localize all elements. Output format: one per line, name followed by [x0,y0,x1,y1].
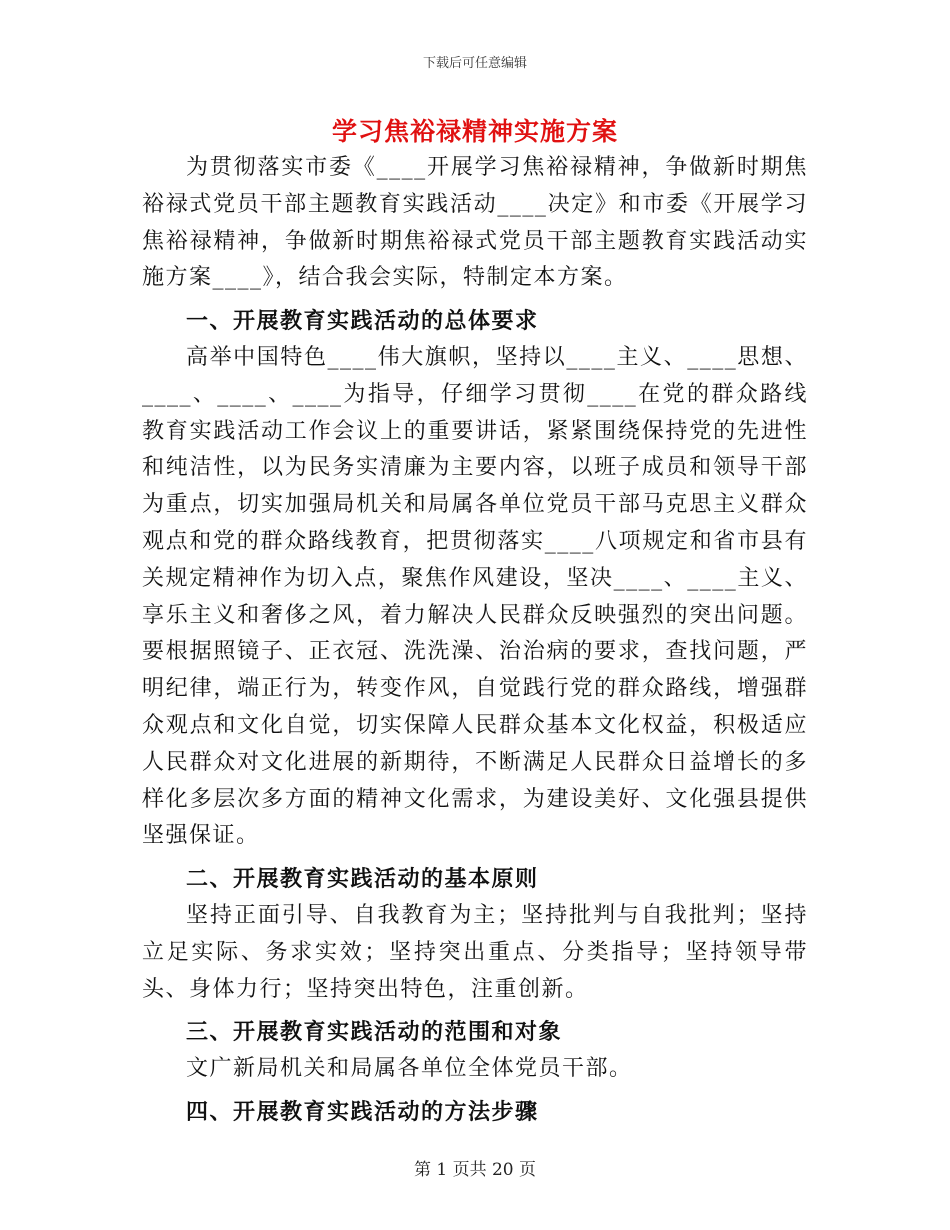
section-4-heading: 四、开展教育实践活动的方法步骤 [186,1098,539,1125]
document-title: 学习焦裕禄精神实施方案 [331,117,618,146]
section-2-body: 坚持正面引导、自我教育为主；坚持批判与自我批判；坚持立足实际、务求实效；坚持突出重点、分类指导；坚持领导带头、身体力行；坚持突出特色，注重创新。 [142,902,808,1002]
section-2-heading: 二、开展教育实践活动的基本原则 [186,866,539,893]
section-1-heading: 一、开展教育实践活动的总体要求 [186,308,539,335]
document-body [142,150,808,1131]
section-3-body: 文广新局机关和局属各单位全体党员干部。 [186,1056,633,1082]
intro-paragraph: 为贯彻落实市委《____开展学习焦裕禄精神，争做新时期焦裕禄式党员干部主题教育实践活动____决定》和市委《开展学习焦裕禄精神，争做新时期焦裕禄式党员干部主题教育实践活动实施方案____》，结合我会实际，特制定本方案。 [142,155,808,291]
page-number: 第 1 页共 20 页 [413,1160,537,1180]
section-1-body: 高举中国特色____伟大旗帜，坚持以____主义、____思想、____、____、____为指导，仔细学习贯彻____在党的群众路线教育实践活动工作会议上的重要讲话，紧紧围绕保持党的先进性和纯洁性，以为民务实清廉为主要内容，以班子成员和领导干部为重点，切实加强局机关和局属各单位党员干部马克思主义群众观点和党的群众路线教育，把贯彻落实____八项规定和省市县有关规定精神作为切入点，聚焦作风建设，坚决____、____主义、享乐主义和奢侈之风，着力解决人民群众反映强烈的突出问题。要根据照镜子、正衣冠、洗洗澡、治治病的要求，查找问题，严明纪律，端正行为，转变作风，自觉践行党的群众路线，增强群众观点和文化自觉，切实保障人民群众基本文化权益，积极适应人民群众对文化进展的新期待，不断满足人民群众日益增长的多样化多层次多方面的精神文化需求，为建设美好、文化强县提供坚强保证。 [142,344,808,849]
page-header-note: 下载后可任意编辑 [422,56,527,71]
section-3-heading: 三、开展教育实践活动的范围和对象 [186,1019,563,1046]
